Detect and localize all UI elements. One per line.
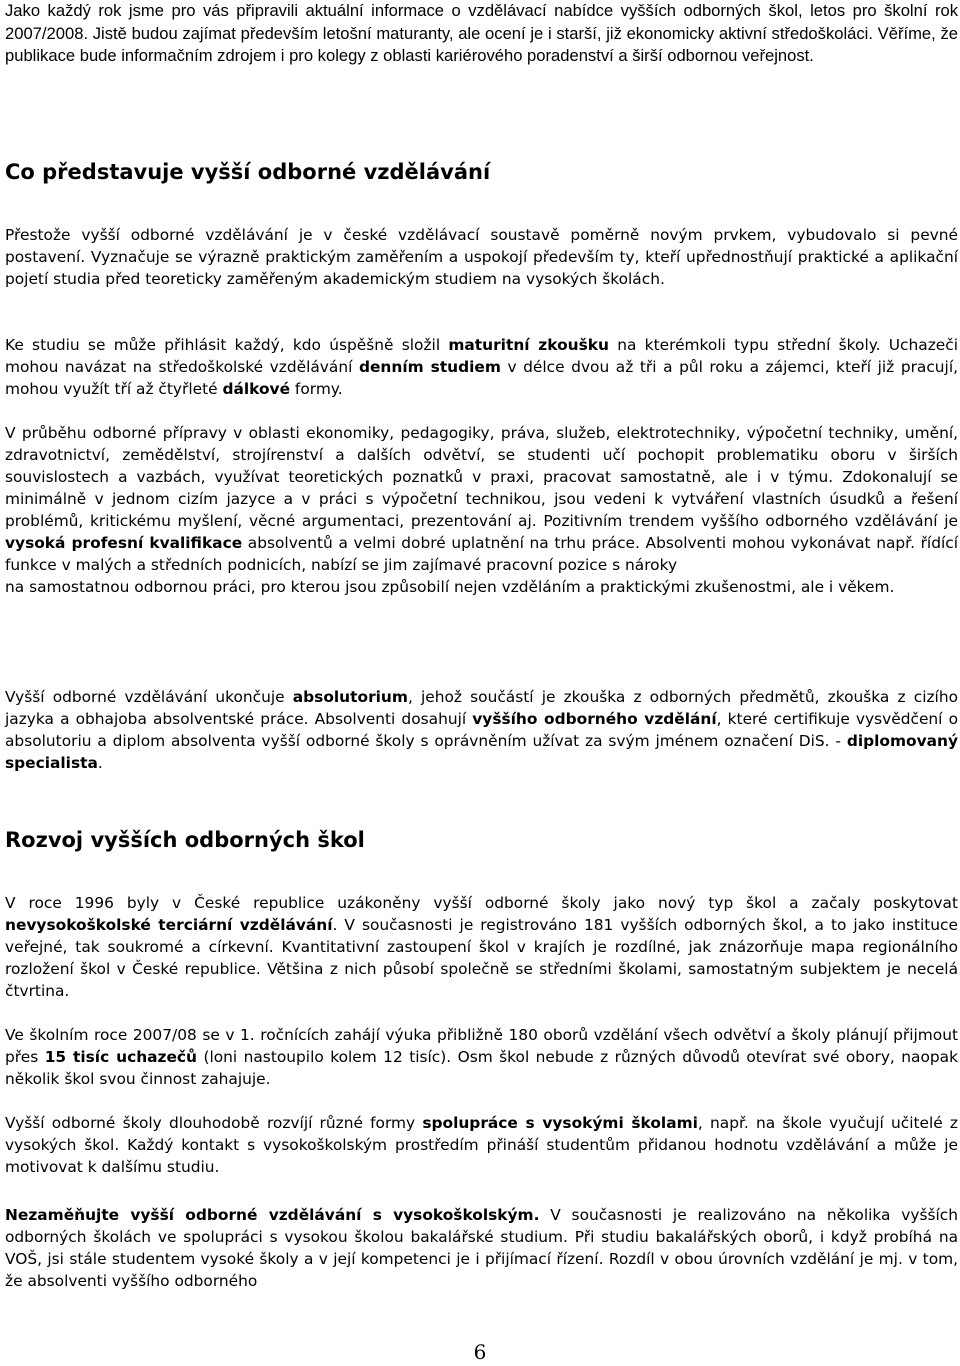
text-run: Vyšší odborné vzdělávání ukončuje xyxy=(5,688,293,706)
section2-paragraph-2 xyxy=(5,1024,958,1090)
text-run: , jehož součástí je zkouška z odborných předmětů, zkouška z cizího jazyka a obhajoba absolventské práce. Absolventi dosahují xyxy=(5,688,958,728)
section2-paragraph-3 xyxy=(5,1112,958,1178)
bold-term: maturitní zkoušku xyxy=(448,336,609,354)
text-run: Ke studiu se může přihlásit každý, kdo úspěšně složil xyxy=(5,336,449,354)
section-heading-vyssi-odborne: Co představuje vyšší odborné vzdělávání xyxy=(5,160,491,184)
text-run: Vyšší odborné školy dlouhodobě rozvíjí různé formy xyxy=(5,1114,423,1132)
text-run: v délce dvou až tři a půl roku a zájemci, kteří již pracují, mohou využít tří až čtyřleté xyxy=(5,358,959,398)
section1-paragraph-2 xyxy=(5,334,958,400)
text-run: Ve školním roce 2007/08 se v 1. ročnících zahájí výuka přibližně 180 oborů vzdělání všech odvětví a školy plánují přijmout přes xyxy=(5,1026,958,1066)
section-heading-rozvoj: Rozvoj vyšších odborných škol xyxy=(5,828,365,852)
bold-term: Nezaměňujte vyšší odborné vzdělávání s vysokoškolským. xyxy=(5,1206,540,1224)
bold-term: vysoká profesní kvalifikace xyxy=(5,534,243,552)
text-run: . xyxy=(97,754,103,772)
page-number: 6 xyxy=(473,1340,487,1364)
text-run: absolventů a velmi dobré uplatnění na trhu práce. Absolventi mohou vykonávat např. řídící funkce v malých a středních podnicích, nabízí se jim zajímavé pracovní pozice s nároky xyxy=(5,534,958,574)
bold-term: dálkové xyxy=(222,380,291,398)
section1-paragraph-4 xyxy=(5,686,958,774)
bold-term: diplomovaný specialista xyxy=(5,732,958,772)
section2-paragraph-1 xyxy=(5,892,958,1002)
text-run: (loni nastoupilo kolem 12 tisíc). Osm škol nebude z různých důvodů otevírat své obory, naopak několik škol svou činnost zahajuje. xyxy=(5,1048,958,1088)
text-run: , které certifikuje vysvědčení o absolutoriu a diplom absolventa vyšší odborné školy s oprávněním užívat za svým jménem označení DiS. - xyxy=(5,710,958,750)
bold-term: absolutorium xyxy=(292,688,408,706)
section2-paragraph-4 xyxy=(5,1204,958,1292)
text-run: formy. xyxy=(290,380,343,398)
text-run: V současnosti je realizováno na několika vyšších odborných školách ve spolupráci s vysokou školou bakalářské studium. Při studiu bakalářských oborů, i když probíhá na VOŠ, jsi stále studentem vysoké školy a v její kompetenci je i přijímací řízení. Rozdíl v obou úrovních vzdělání je mj. v tom, že absolventi vyššího odborného xyxy=(5,1206,959,1290)
text-run: , např. na škole vyučují učitelé z vysokých škol. Každý kontakt s vysokoškolským prostředím přináší studentům přidanou hodnotu vzdělávání a může je motivovat k dalšímu studiu. xyxy=(5,1114,959,1176)
section1-paragraph-3 xyxy=(5,422,958,598)
section1-paragraph-1: Přestože vyšší odborné vzdělávání je v české vzdělávací soustavě poměrně novým prvkem, vybudovalo si pevné postavení. Vyznačuje se výrazně praktickým zaměřením a uspokojí především ty, kteří upřednostňují praktické a aplikační pojetí studia před teoreticky zaměřeným akademickým studiem na vysokých školách. xyxy=(5,226,958,288)
bold-term: denním studiem xyxy=(358,358,501,376)
bold-term: spolupráce s vysokými školami xyxy=(422,1114,698,1132)
intro-paragraph: Jako každý rok jsme pro vás připravili aktuální informace o vzdělávací nabídce vyšších odborných škol, letos pro školní rok 2007/2008. Jistě budou zajímat především letošní maturanty, ale ocení je i starší, již ekonomicky aktivní středoškoláci. Věříme, že publikace bude informačním zdrojem i pro kolegy z oblasti kariérového poradenství a širší odbornou veřejnost. xyxy=(5,1,958,65)
bold-term: vyššího odborného vzdělání xyxy=(472,710,717,728)
text-run: V roce 1996 byly v České republice uzákoněny vyšší odborné školy jako nový typ škol a začaly poskytovat xyxy=(5,894,958,912)
bold-term: nevysokoškolské terciární vzdělávání xyxy=(5,916,333,934)
text-run: na kterémkoli typu střední školy. Uchazeči mohou navázat na středoškolské vzdělávání xyxy=(5,336,958,376)
text-run: . V současnosti je registrováno 181 vyšších odborných škol, a to jako instituce veřejné, tak soukromé a církevní. Kvantitativní zastoupení škol v krajích je rozdílné, jak znázorňuje mapa regionálního rozložení škol v České republice. Většina z nich působí společně se středními školami, samostatným subjektem je necelá čtvrtina. xyxy=(5,916,958,1000)
text-run: na samostatnou odbornou práci, pro kterou jsou způsobilí nejen vzděláním a praktickými zkušenostmi, ale i věkem. xyxy=(5,578,895,596)
bold-term: 15 tisíc uchazečů xyxy=(44,1048,198,1066)
text-run: V průběhu odborné přípravy v oblasti ekonomiky, pedagogiky, práva, služeb, elektrotechniky, výpočetní techniky, umění, zdravotnictví, zemědělství, strojírenství a dalších odvětví, se studenti učí pochopit problematiku oboru v širších souvislostech a vazbách, využívat teoretických poznatků v praxi, pracovat samostatně, ale i v týmu. Zdokonalují se minimálně v jednom cizím jazyce a v práci s výpočetní technikou, jsou vedeni k vytváření vlastních úsudků a řešení problémů, kritickému myšlení, věcné argumentaci, prezentování aj. Pozitivním trendem vyššího odborného vzdělávání je xyxy=(5,424,958,530)
